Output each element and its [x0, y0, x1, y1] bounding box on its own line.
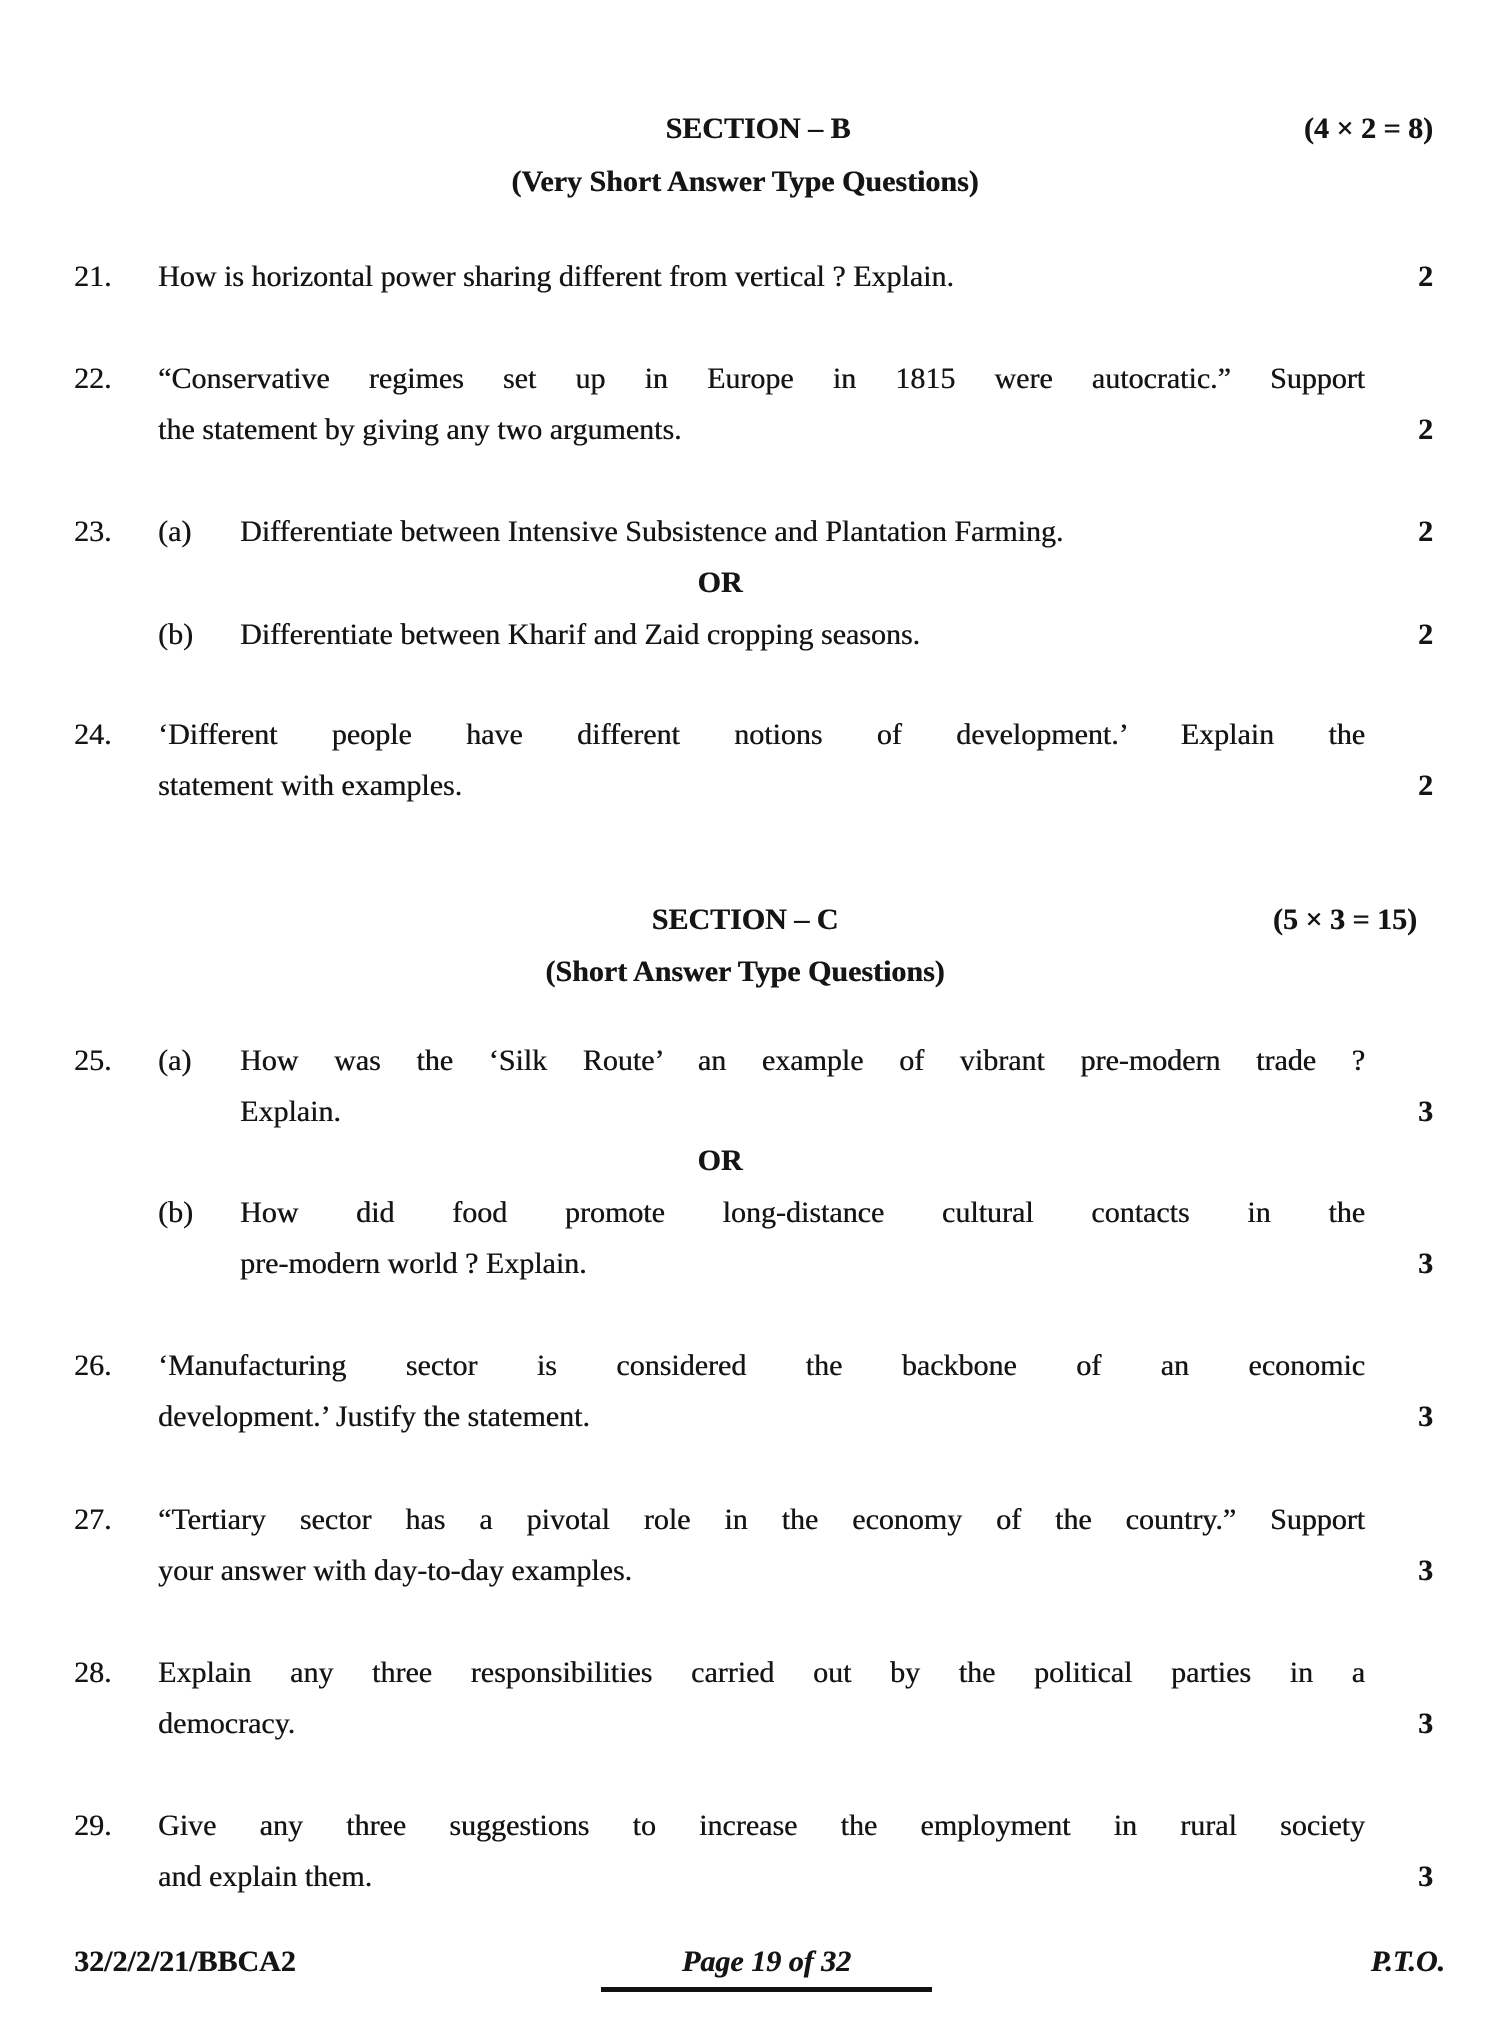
part-label: (b): [158, 1196, 193, 1229]
question-number: 29.: [74, 1809, 112, 1842]
section-c-subtitle: (Short Answer Type Questions): [545, 955, 945, 988]
question-text: Differentiate between Intensive Subsistence and Plantation Farming.: [240, 515, 1064, 548]
question-marks: 3: [1418, 1707, 1433, 1740]
question-text: pre-modern world ? Explain.: [240, 1247, 587, 1280]
section-b-subtitle: (Very Short Answer Type Questions): [511, 165, 979, 198]
question-number: 25.: [74, 1044, 112, 1077]
question-number: 28.: [74, 1656, 112, 1689]
section-b-title: SECTION – B: [665, 112, 851, 145]
question-text: How was the ‘Silk Route’ an example of vibrant pre-modern trade ?: [240, 1044, 1365, 1077]
question-marks: 3: [1418, 1554, 1433, 1587]
part-label: (b): [158, 618, 193, 651]
question-marks: 2: [1418, 260, 1433, 293]
question-text: “Tertiary sector has a pivotal role in the economy of the country.” Support: [158, 1503, 1365, 1536]
question-number: 21.: [74, 260, 112, 293]
section-b-marks: (4 × 2 = 8): [1303, 112, 1433, 145]
question-text: statement with examples.: [158, 769, 463, 802]
question-text: and explain them.: [158, 1860, 373, 1893]
question-number: 23.: [74, 515, 112, 548]
question-text: democracy.: [158, 1707, 296, 1740]
question-text: Give any three suggestions to increase the employment in rural society: [158, 1809, 1365, 1842]
page-number-underline: [601, 1987, 932, 1992]
or-label: OR: [697, 566, 743, 599]
part-label: (a): [158, 1044, 192, 1077]
question-number: 22.: [74, 362, 112, 395]
question-number: 24.: [74, 718, 112, 751]
question-marks: 3: [1418, 1095, 1433, 1128]
pto-label: P.T.O.: [1370, 1945, 1445, 1978]
question-text: the statement by giving any two arguments.: [158, 413, 682, 446]
question-marks: 3: [1418, 1400, 1433, 1433]
question-number: 26.: [74, 1349, 112, 1382]
question-text: Explain.: [240, 1095, 341, 1128]
question-marks: 2: [1418, 769, 1433, 802]
question-text: ‘Manufacturing sector is considered the backbone of an economic: [158, 1349, 1365, 1382]
question-text: your answer with day-to-day examples.: [158, 1554, 633, 1587]
question-text: development.’ Justify the statement.: [158, 1400, 590, 1433]
question-text: How did food promote long-distance cultural contacts in the: [240, 1196, 1365, 1229]
question-marks: 2: [1418, 618, 1433, 651]
question-marks: 2: [1418, 413, 1433, 446]
question-number: 27.: [74, 1503, 112, 1536]
part-label: (a): [158, 515, 192, 548]
section-c-marks: (5 × 3 = 15): [1272, 903, 1417, 936]
paper-code: 32/2/2/21/BBCA2: [74, 1945, 296, 1978]
question-marks: 3: [1418, 1247, 1433, 1280]
question-text: “Conservative regimes set up in Europe in 1815 were autocratic.” Support: [158, 362, 1365, 395]
page-number: Page 19 of 32: [681, 1945, 852, 1978]
or-label: OR: [697, 1144, 743, 1177]
question-text: Differentiate between Kharif and Zaid cropping seasons.: [240, 618, 921, 651]
section-c-title: SECTION – C: [651, 903, 839, 936]
question-marks: 3: [1418, 1860, 1433, 1893]
question-text: How is horizontal power sharing different from vertical ? Explain.: [158, 260, 954, 293]
question-text: ‘Different people have different notions of development.’ Explain the: [158, 718, 1365, 751]
question-text: Explain any three responsibilities carried out by the political parties in a: [158, 1656, 1365, 1689]
question-marks: 2: [1418, 515, 1433, 548]
